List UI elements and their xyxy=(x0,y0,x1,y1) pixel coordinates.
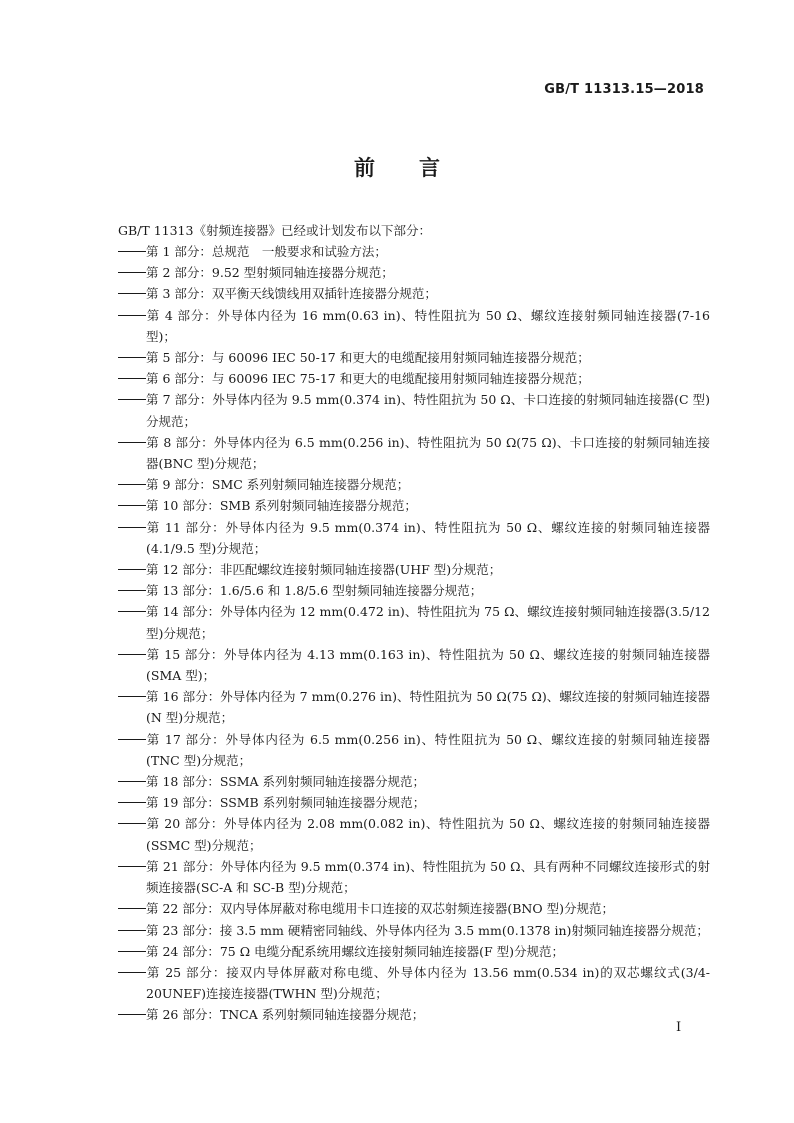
em-dash xyxy=(118,590,146,591)
em-dash xyxy=(118,1014,146,1015)
list-item xyxy=(118,962,710,1004)
em-dash xyxy=(118,505,146,506)
em-dash xyxy=(118,569,146,570)
list-item-text: 第 16 部分：外导体内径为 7 mm(0.276 in)、特性阻抗为 50 Ω(75 Ω)、螺纹连接的射频同轴连接器(N 型)分规范； xyxy=(146,689,710,726)
list-item-text: 第 22 部分：双内导体屏蔽对称电缆用卡口连接的双芯射频连接器(BNO 型)分规范； xyxy=(146,901,614,917)
list-item xyxy=(118,474,710,495)
em-dash xyxy=(118,696,146,697)
list-item-text: 第 19 部分：SSMB 系列射频同轴连接器分规范； xyxy=(146,795,426,811)
list-item xyxy=(118,792,710,813)
em-dash xyxy=(118,654,146,655)
list-item xyxy=(118,813,710,855)
list-item xyxy=(118,601,710,643)
em-dash xyxy=(118,866,146,867)
list-item xyxy=(118,262,710,283)
list-item-text: 第 21 部分：外导体内径为 9.5 mm(0.374 in)、特性阻抗为 50 Ω、具有两种不同螺纹连接形式的射频连接器(SC-A 和 SC-B 型)分规范； xyxy=(146,858,710,896)
em-dash xyxy=(118,802,146,803)
em-dash xyxy=(118,378,146,379)
em-dash xyxy=(118,399,146,400)
list-item xyxy=(118,729,710,771)
list-item-text: 第 17 部分：外导体内径为 6.5 mm(0.256 in)、特性阻抗为 50 Ω、螺纹连接的射频同轴连接器(TNC 型)分规范； xyxy=(146,731,710,768)
list-item xyxy=(118,559,710,580)
em-dash xyxy=(118,442,146,443)
em-dash xyxy=(118,357,146,358)
list-item xyxy=(118,941,710,962)
list-item-text: 第 12 部分：非匹配螺纹连接射频同轴连接器(UHF 型)分规范； xyxy=(146,562,502,578)
list-item-text: 第 23 部分：接 3.5 mm 硬精密同轴线、外导体内径为 3.5 mm(0.1378 in)射频同轴连接器分规范； xyxy=(146,922,709,938)
em-dash xyxy=(118,930,146,931)
list-item xyxy=(118,389,710,431)
em-dash xyxy=(118,908,146,909)
list-item xyxy=(118,347,710,368)
list-item-text: 第 15 部分：外导体内径为 4.13 mm(0.163 in)、特性阻抗为 50 Ω、螺纹连接的射频同轴连接器(SMA 型)； xyxy=(146,646,710,684)
list-item xyxy=(118,283,710,304)
list-item xyxy=(118,305,710,347)
list-item-text: 第 5 部分：与 60096 IEC 50-17 和更大的电缆配接用射频同轴连接器分规范； xyxy=(146,350,590,366)
intro-paragraph: GB/T 11313《射频连接器》已经或计划发布以下部分： xyxy=(118,223,431,238)
list-item xyxy=(118,898,710,919)
list-item-text: 第 25 部分：接双内导体屏蔽对称电缆、外导体内径为 13.56 mm(0.534 in)的双芯螺纹式(3/4-20UNEF)连接连接器(TWHN 型)分规范； xyxy=(146,964,710,1002)
list-item xyxy=(118,771,710,792)
list-item-text: 第 11 部分：外导体内径为 9.5 mm(0.374 in)、特性阻抗为 50 Ω、螺纹连接的射频同轴连接器(4.1/9.5 型)分规范； xyxy=(146,519,710,556)
list-item-text: 第 9 部分：SMC 系列射频同轴连接器分规范； xyxy=(146,477,410,493)
parts-list xyxy=(118,241,710,1026)
list-item-text: 第 18 部分：SSMA 系列射频同轴连接器分规范； xyxy=(146,774,426,790)
list-item xyxy=(118,517,710,559)
list-item-text: 第 4 部分：外导体内径为 16 mm(0.63 in)、特性阻抗为 50 Ω、螺纹连接射频同轴连接器(7-16 型)； xyxy=(146,307,710,344)
list-item-text: 第 13 部分：1.6/5.6 和 1.8/5.6 型射频同轴连接器分规范； xyxy=(146,583,483,599)
page-number: I xyxy=(676,1020,682,1035)
list-item-text: 第 3 部分：双平衡天线馈线用双插针连接器分规范； xyxy=(146,286,437,302)
list-item xyxy=(118,241,710,262)
list-item xyxy=(118,856,710,898)
em-dash xyxy=(118,823,146,824)
em-dash xyxy=(118,315,146,316)
list-item-text: 第 1 部分：总规范 一般要求和试验方法； xyxy=(146,244,387,259)
em-dash xyxy=(118,293,146,294)
list-item xyxy=(118,1004,710,1025)
list-item-text: 第 7 部分：外导体内径为 9.5 mm(0.374 in)、特性阻抗为 50 Ω、卡口连接的射频同轴连接器(C 型)分规范； xyxy=(146,392,710,429)
list-item xyxy=(118,686,710,728)
list-item-text: 第 26 部分：TNCA 系列射频同轴连接器分规范； xyxy=(146,1007,425,1023)
list-item-text: 第 24 部分：75 Ω 电缆分配系统用螺纹连接射频同轴连接器(F 型)分规范； xyxy=(146,943,564,959)
list-item-text: 第 6 部分：与 60096 IEC 75-17 和更大的电缆配接用射频同轴连接器分规范； xyxy=(146,371,590,387)
list-item-text: 第 10 部分：SMB 系列射频同轴连接器分规范； xyxy=(146,498,417,514)
em-dash xyxy=(118,739,146,740)
em-dash xyxy=(118,611,146,612)
list-item-text: 第 20 部分：外导体内径为 2.08 mm(0.082 in)、特性阻抗为 50 Ω、螺纹连接的射频同轴连接器(SSMC 型)分规范； xyxy=(146,816,710,853)
standard-code-header: GB/T 11313.15—2018 xyxy=(544,82,704,97)
em-dash xyxy=(118,484,146,485)
em-dash xyxy=(118,272,146,273)
em-dash xyxy=(118,972,146,973)
page-title: 前言 xyxy=(354,156,484,180)
em-dash xyxy=(118,781,146,782)
list-item xyxy=(118,368,710,389)
list-item-text: 第 8 部分：外导体内径为 6.5 mm(0.256 in)、特性阻抗为 50 Ω(75 Ω)、卡口连接的射频同轴连接器(BNC 型)分规范； xyxy=(146,434,710,472)
em-dash xyxy=(118,951,146,952)
list-item xyxy=(118,644,710,686)
list-item xyxy=(118,580,710,601)
list-item xyxy=(118,432,710,474)
list-item xyxy=(118,920,710,941)
em-dash xyxy=(118,251,146,252)
em-dash xyxy=(118,527,146,528)
list-item-text: 第 2 部分：9.52 型射频同轴连接器分规范； xyxy=(146,265,394,281)
list-item-text: 第 14 部分：外导体内径为 12 mm(0.472 in)、特性阻抗为 75 Ω、螺纹连接射频同轴连接器(3.5/12 型)分规范； xyxy=(146,604,710,641)
list-item xyxy=(118,495,710,516)
